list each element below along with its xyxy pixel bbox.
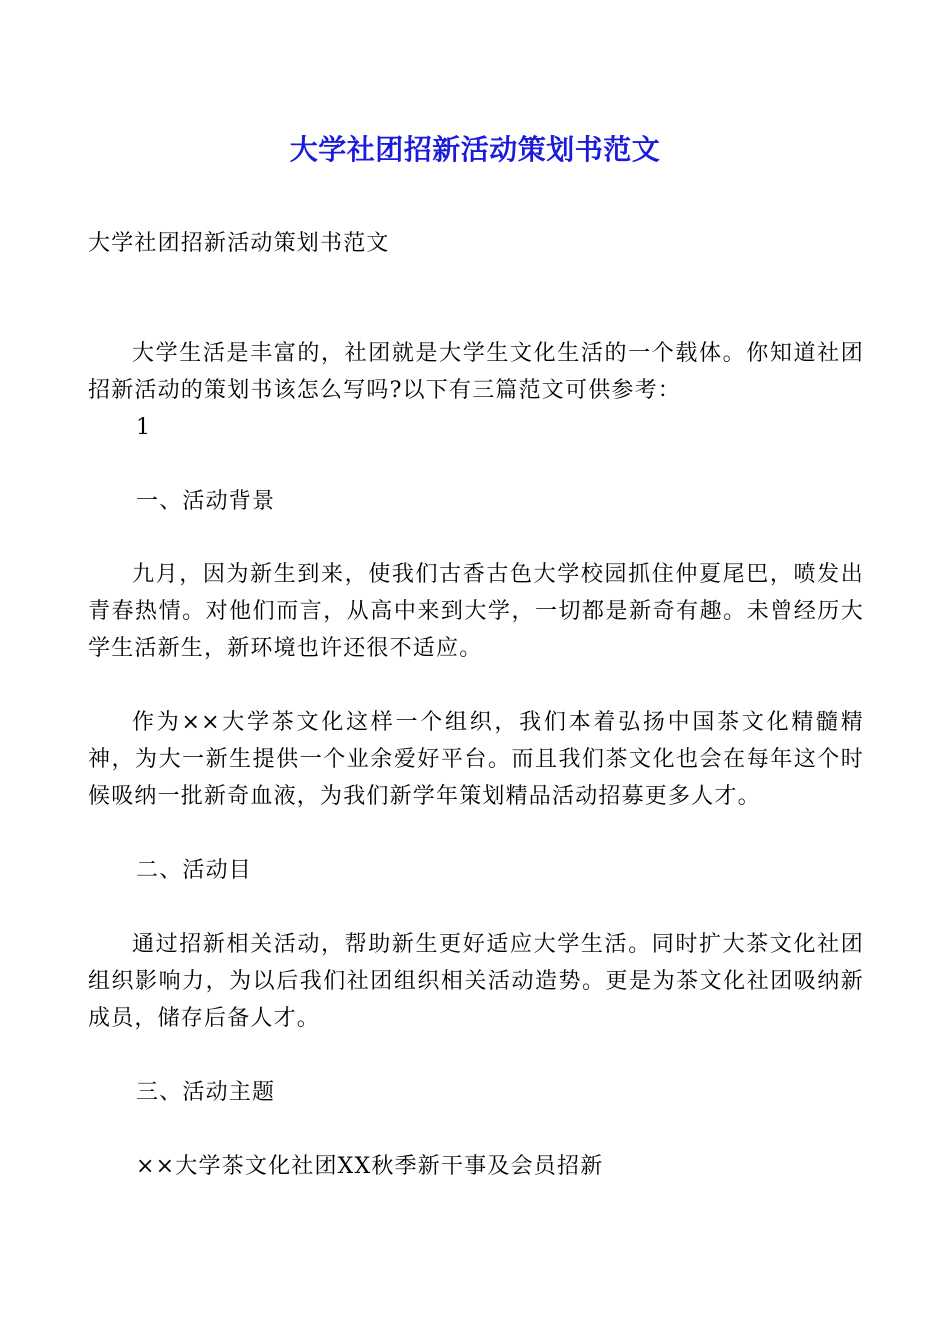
section-number: 1 [136,415,152,440]
document-title: 大学社团招新活动策划书范文 [289,133,661,166]
theme-text: ××大学茶文化社团XX秋季新干事及会员招新 [136,1154,604,1179]
background-paragraph-2: 作为××大学茶文化这样一个组织，我们本着弘扬中国茶文化精髓精神，为大一新生提供一个业余爱好平台。而且我们茶文化也会在每年这个时候吸纳一批新奇血液，为我们新学年策划精品活动招募更多人才。 [88,710,864,809]
intro-paragraph: 大学生活是丰富的，社团就是大学生文化生活的一个载体。你知道社团招新活动的策划书该怎么写吗?以下有三篇范文可供参考： [88,341,864,403]
heading-activity-goal: 二、活动目 [136,858,253,883]
background-paragraph-1: 九月，因为新生到来，使我们古香古色大学校园抓住仲夏尾巴，喷发出青春热情。对他们而言，从高中来到大学，一切都是新奇有趣。未曾经历大学生活新生，新环境也许还很不适应。 [88,562,864,661]
goal-paragraph: 通过招新相关活动，帮助新生更好适应大学生活。同时扩大茶文化社团组织影响力，为以后我们社团组织相关活动造势。更是为茶文化社团吸纳新成员，储存后备人才。 [88,932,864,1031]
heading-activity-theme: 三、活动主题 [136,1080,276,1105]
heading-activity-background: 一、活动背景 [136,489,276,514]
document-subtitle: 大学社团招新活动策划书范文 [88,231,390,256]
